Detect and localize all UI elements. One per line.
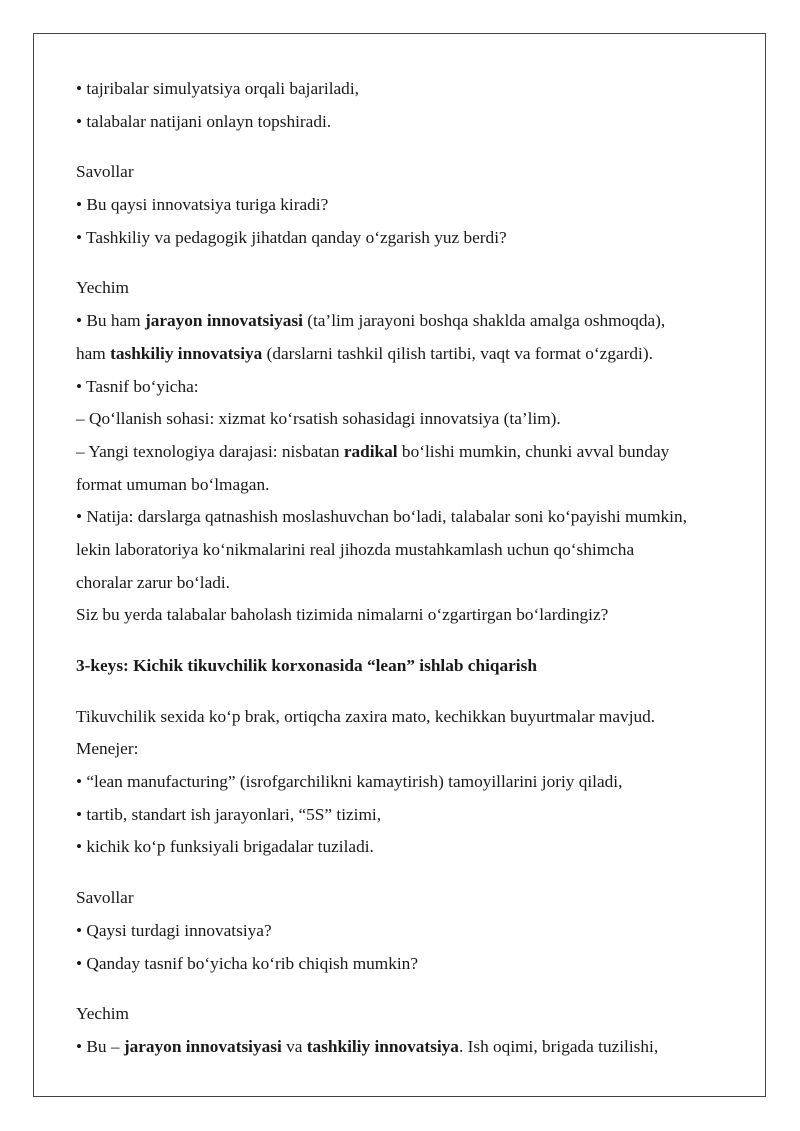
section-heading-yechim: Yechim (76, 1004, 129, 1024)
case-text-line: Tikuvchilik sexida ko‘p brak, ortiqcha zaxira mato, kechikkan buyurtmalar mavjud. (76, 706, 656, 726)
bold-term: jarayon innovatsiyasi (123, 1036, 282, 1056)
section-heading-yechim: Yechim (76, 278, 129, 298)
answer-line: • Bu – jarayon innovatsiyasi va tashkiliy innovatsiya. Ish oqimi, brigada tuzilishi, (76, 1036, 659, 1056)
answer-line: • Tasnif bo‘yicha: (76, 376, 199, 396)
case-text-line: • tartib, standart ish jarayonlari, “5S” tizimi, (76, 804, 382, 824)
bullet-line: • tajribalar simulyatsiya orqali bajariladi, (76, 79, 359, 98)
answer-line: choralar zarur bo‘ladi. (76, 572, 231, 592)
bold-term: radikal (343, 441, 398, 461)
case-text-line: • kichik ko‘p funksiyali brigadalar tuziladi. (76, 837, 374, 857)
question-line: • Qanday tasnif bo‘yicha ko‘rib chiqish mumkin? (76, 953, 418, 973)
bold-term: tashkiliy innovatsiya (306, 1036, 459, 1056)
question-line: • Bu qaysi innovatsiya turiga kiradi? (76, 195, 329, 215)
question-line: • Tashkiliy va pedagogik jihatdan qanday o‘zgarish yuz berdi? (76, 227, 507, 247)
bold-term: jarayon innovatsiyasi (144, 311, 303, 331)
answer-line: lekin laboratoriya ko‘nikmalarini real jihozda mustahkamlash uchun qo‘shimcha (76, 539, 635, 559)
answer-line: ham tashkiliy innovatsiya (darslarni tashkil qilish tartibi, vaqt va format o‘zgardi). (76, 343, 653, 363)
answer-line: – Yangi texnologiya darajasi: nisbatan radikal bo‘lishi mumkin, chunki avval bunday (76, 441, 670, 461)
answer-line: Siz bu yerda talabalar baholash tizimida nimalarni o‘zgartirgan bo‘lardingiz? (76, 605, 609, 625)
answer-line: • Bu ham jarayon innovatsiyasi (ta’lim jarayoni boshqa shaklda amalga oshmoqda), (76, 311, 666, 331)
document-body (76, 73, 756, 1064)
section-heading-savollar: Savollar (76, 162, 134, 182)
bullet-line: • talabalar natijani onlayn topshiradi. (76, 111, 332, 131)
answer-line: • Natija: darslarga qatnashish moslashuvchan bo‘ladi, talabalar soni ko‘payishi mumkin, (76, 507, 687, 527)
question-line: • Qaysi turdagi innovatsiya? (76, 920, 272, 940)
answer-line: format umuman bo‘lmagan. (76, 474, 270, 494)
case-title: 3-keys: Kichik tikuvchilik korxonasida “lean” ishlab chiqarish (76, 656, 537, 675)
case-text-line: Menejer: (76, 739, 139, 759)
answer-line: – Qo‘llanish sohasi: xizmat ko‘rsatish sohasidagi innovatsiya (ta’lim). (76, 409, 561, 429)
bold-term: tashkiliy innovatsiya (110, 343, 263, 363)
case-text-line: • “lean manufacturing” (isrofgarchilikni kamaytirish) tamoyillarini joriy qiladi, (76, 772, 623, 792)
section-heading-savollar: Savollar (76, 888, 134, 908)
